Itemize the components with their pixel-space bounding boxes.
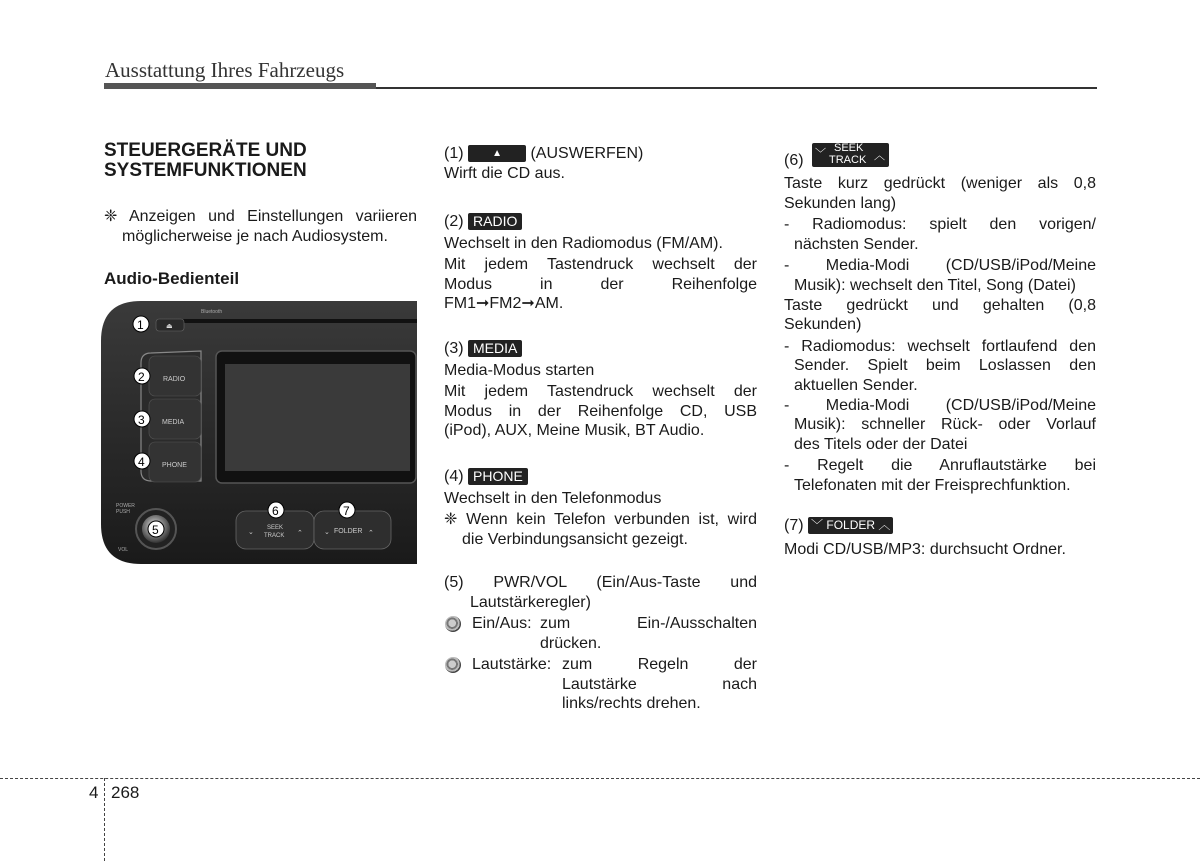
section-heading [104, 141, 404, 181]
item-2-radio: (2) RADIO Wechselt in den Radiomodus (FM/AM). Mit jedem Tastendruck wechselt der Modus in der Reihenfolge FM1➞FM2➞AM. [444, 213, 757, 313]
eject-key-icon: ▲ [468, 145, 526, 162]
footer-rule [0, 778, 1200, 779]
svg-text:⌄: ⌄ [248, 529, 254, 536]
radio-key-icon: RADIO [468, 213, 522, 230]
folder-label: FOLDER [334, 528, 363, 535]
callout-7 [339, 502, 355, 518]
seek-label: SEEK [267, 525, 284, 531]
callout-1 [133, 316, 149, 332]
running-header: Ausstattung Ihres Fahrzeugs [105, 58, 345, 82]
phone-button-label: PHONE [162, 462, 187, 469]
vol-label: VOL [118, 547, 129, 553]
phone-key-icon: PHONE [468, 468, 528, 485]
item-5-pwr-vol: (5) PWR/VOL (Ein/Aus-Taste und Lautstärkeregler) Ein/Aus: zum Ein-/Ausschalten drücken. Lautstärke: zum Regeln der Lautstärke nach links/rechts drehen. [444, 574, 757, 713]
callout-4 [134, 453, 150, 469]
item-7-folder: (7) ﹀ FOLDER ︿ Modi CD/USB/MP3: durchsucht Ordner. [784, 517, 1066, 558]
bluetooth-label: Bluetooth [201, 309, 223, 315]
audio-panel-illustration [101, 301, 417, 564]
media-button-label: MEDIA [162, 419, 185, 426]
intro-note: ❈ Anzeigen und Einstellungen variieren möglicherweise je nach Audiosystem. [104, 208, 417, 245]
track-label: TRACK [264, 533, 285, 539]
section-heading-line1: STEUERGERÄTE UND [104, 140, 307, 161]
svg-text:2: 2 [138, 370, 145, 384]
section-heading-line2: SYSTEMFUNKTIONEN [104, 160, 307, 181]
seek-track-key-icon: ﹀ SEEK TRACK ︿ [812, 143, 889, 167]
svg-text:5: 5 [152, 523, 159, 537]
svg-text:⌃: ⌃ [368, 530, 374, 537]
display-screen [225, 364, 410, 471]
svg-text:⌃: ⌃ [297, 530, 303, 537]
svg-text:1: 1 [137, 318, 144, 332]
callout-2 [134, 368, 150, 384]
svg-text:7: 7 [343, 504, 350, 518]
svg-text:6: 6 [272, 504, 279, 518]
audio-panel-heading: Audio-Bedienteil [104, 269, 240, 288]
folder-key-icon: ﹀ FOLDER ︿ [808, 517, 893, 534]
note-mark-icon: ❈ [444, 511, 458, 529]
callout-3 [134, 411, 150, 427]
radio-button-label: RADIO [163, 376, 186, 383]
callout-5 [148, 521, 164, 537]
callout-6 [268, 502, 284, 518]
item-1-eject: (1) ▲ (AUSWERFEN) Wirft die CD aus. [444, 145, 644, 182]
item-3-media: (3) MEDIA Media-Modus starten Mit jedem Tastendruck wechselt der Modus in der Reihenfolge CD, USB (iPod), AUX, Meine Musik, BT Audio. [444, 340, 757, 440]
chapter-number: 4 [89, 783, 99, 802]
page-number: 268 [111, 783, 140, 802]
footer-vertical-rule [104, 778, 105, 861]
power-label: POWER [116, 503, 135, 509]
volume-knob-icon [445, 657, 461, 673]
note-mark-icon: ❈ [104, 208, 118, 225]
svg-text:3: 3 [138, 413, 145, 427]
eject-icon: ⏏ [166, 323, 173, 330]
push-label: PUSH [116, 509, 130, 515]
item-6-seek-track: (6) ﹀ SEEK TRACK ︿ Taste kurz gedrückt (weniger als 0,8 Sekunden lang) - Radiomodus: spielt den vorigen/ nächsten Sender. - Media-Modi (CD/USB/iPod/Meine Musik): wechselt den Titel, Song (Datei) Taste gedrückt und gehalten (0,8 Sekunden) - Radiomodus: wechselt fortlaufend den Sender. Spielt beim Loslassen den aktuellen Sender. - Media-Modi (CD/USB/iPod/Meine Musik): schneller Rück- oder Vorlauf des Titels oder der Datei - Regelt die Anruflautstärke bei Telefonaten mit der Freisprechfunktion. [784, 142, 1096, 494]
svg-text:4: 4 [138, 455, 145, 469]
media-key-icon: MEDIA [468, 340, 522, 357]
header-rule-accent [104, 83, 376, 89]
item-4-phone: (4) PHONE Wechselt in den Telefonmodus ❈ Wenn kein Telefon verbunden ist, wird die Verbindungsansicht gezeigt. [444, 468, 757, 548]
power-knob-icon [445, 616, 461, 632]
svg-text:⌄: ⌄ [324, 529, 330, 536]
